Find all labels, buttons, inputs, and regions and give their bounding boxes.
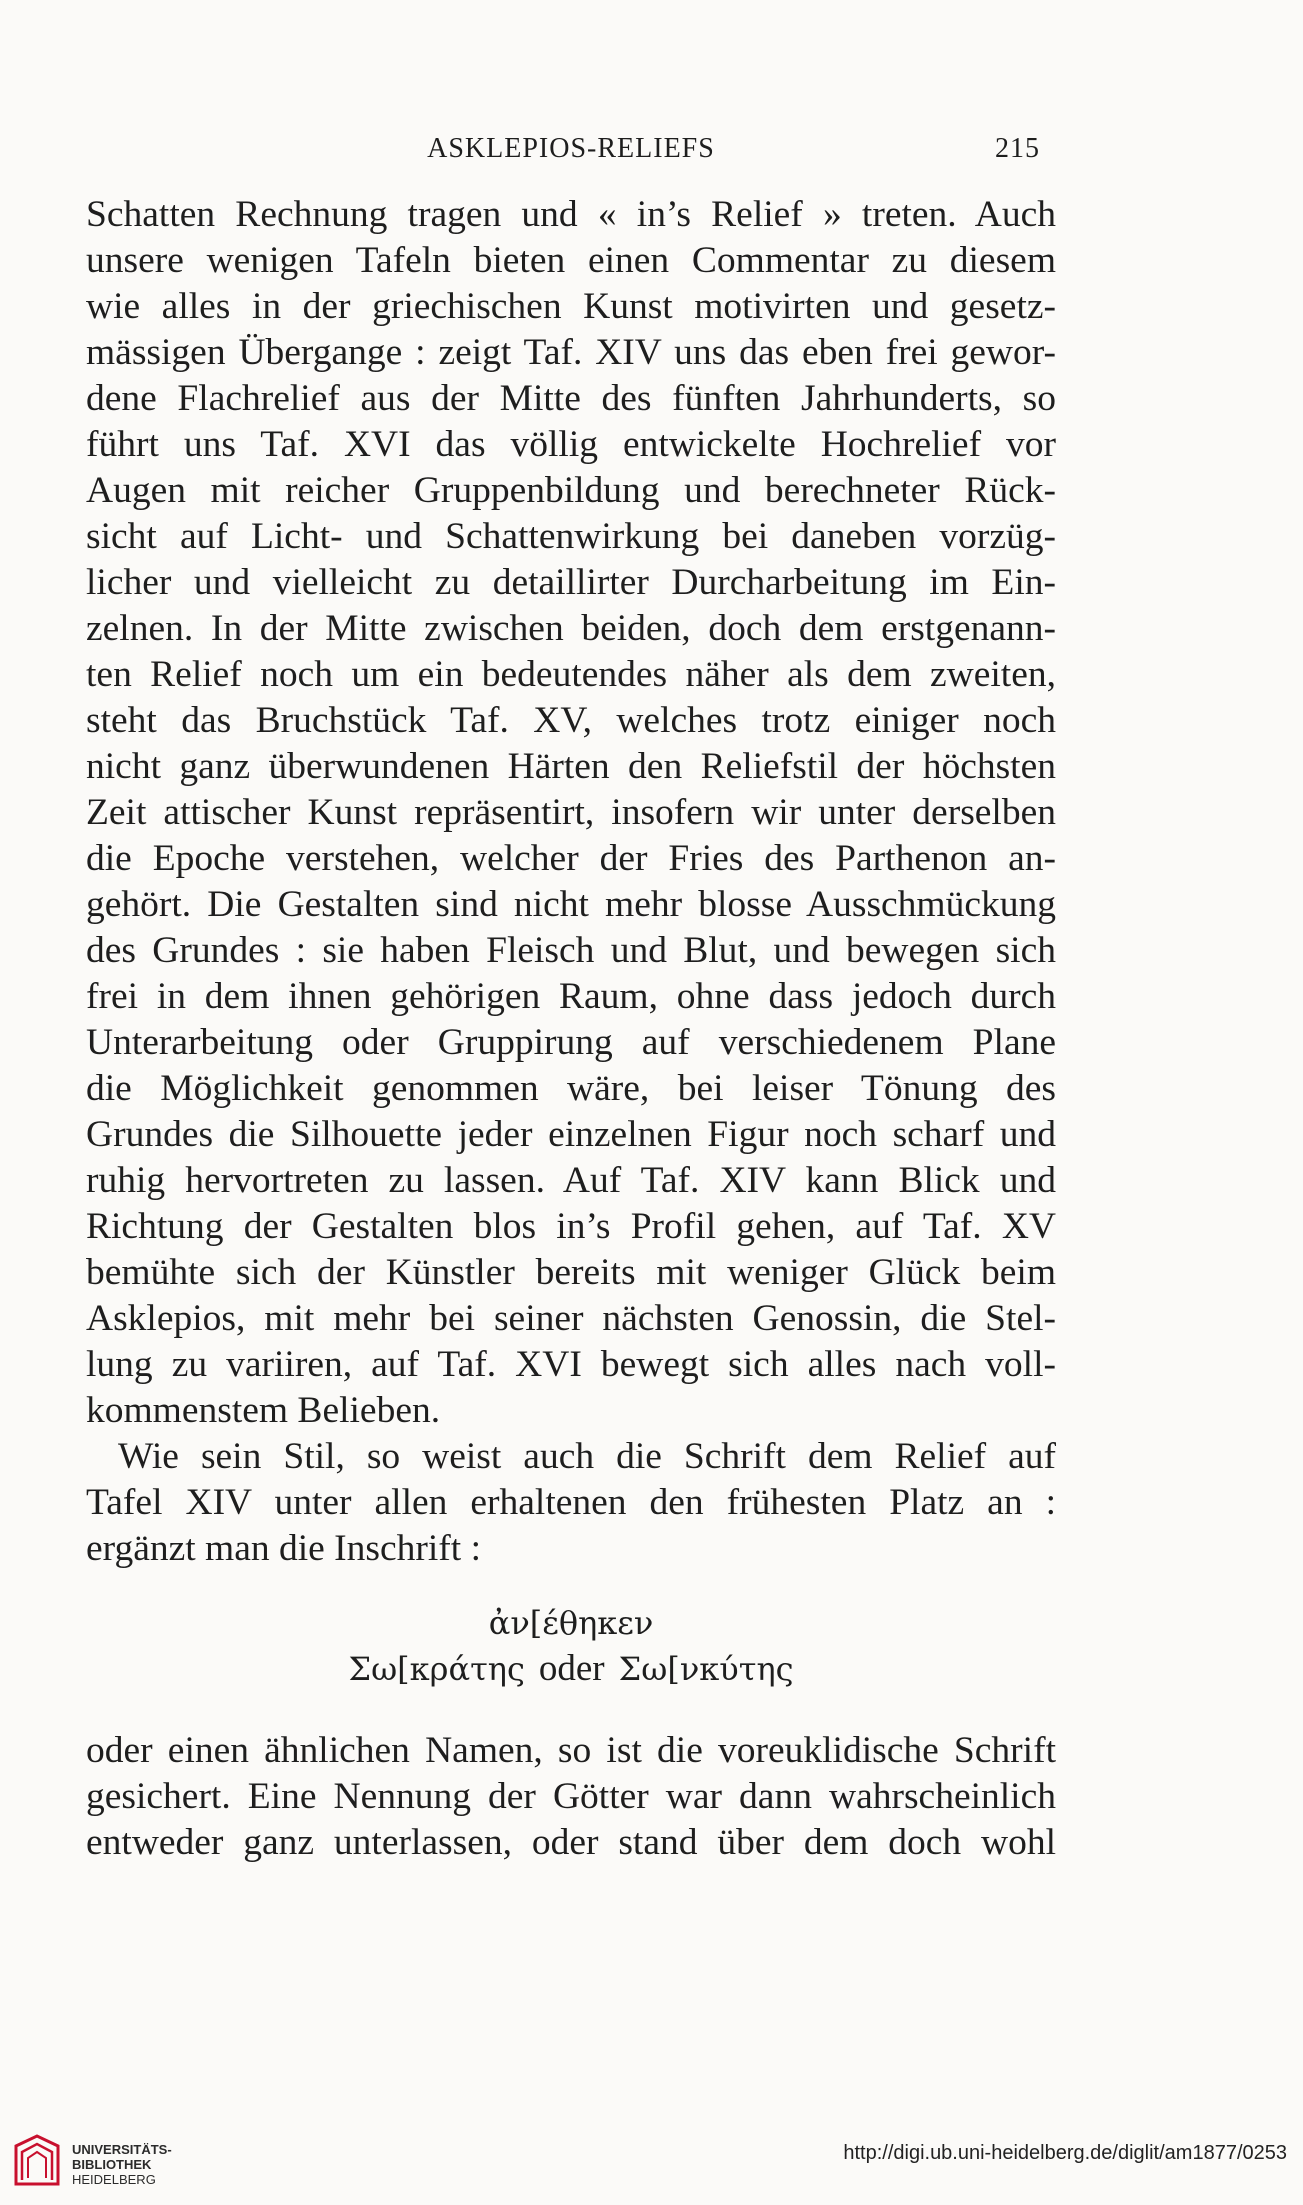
university-library-logo-icon	[12, 2132, 62, 2188]
text-line: dene Flachrelief aus der Mitte des fünften Jahrhunderts, so	[86, 378, 1056, 419]
page-number: 215	[995, 133, 1040, 164]
text-line: sicht auf Licht- und Schattenwirkung bei daneben vorzüg-	[86, 516, 1056, 557]
text-line: bemühte sich der Künstler bereits mit weniger Glück beim	[86, 1252, 1056, 1293]
text-line: unsere wenigen Tafeln bieten einen Commentar zu diesem	[86, 240, 1056, 281]
text-line: Richtung der Gestalten blos in’s Profil gehen, auf Taf. XV	[86, 1206, 1056, 1247]
text-line: nicht ganz überwundenen Härten den Reliefstil der höchsten	[86, 746, 1056, 787]
text-line: Unterarbeitung oder Gruppirung auf verschiedenem Plane	[86, 1022, 1056, 1063]
page-header	[86, 133, 1056, 173]
inscription-connector: oder	[538, 1648, 605, 1689]
library-name-line: BIBLIOTHEK	[72, 2157, 152, 2172]
text-line: des Grundes : sie haben Fleisch und Blut, und bewegen sich	[86, 930, 1056, 971]
text-line: steht das Bruchstück Taf. XV, welches trotz einiger noch	[86, 700, 1056, 741]
text-line: licher und vielleicht zu detaillirter Durcharbeitung im Ein-	[86, 562, 1056, 603]
library-name	[72, 2142, 172, 2187]
inscription-word: Σω[κράτης	[348, 1650, 525, 1688]
greek-inscription-line-1	[86, 1600, 1056, 1646]
text-line: die Epoche verstehen, welcher der Fries des Parthenon an-	[86, 838, 1056, 879]
paragraph-last-line: kommenstem Belieben.	[86, 1390, 441, 1431]
text-line: zelnen. In der Mitte zwischen beiden, doch dem erstgenann-	[86, 608, 1056, 649]
text-line: gesichert. Eine Nennung der Götter war dann wahrscheinlich	[86, 1776, 1056, 1817]
library-name-line: HEIDELBERG	[72, 2172, 156, 2187]
text-line: Tafel XIV unter allen erhaltenen den frühesten Platz an :	[86, 1482, 1056, 1523]
text-line: ruhig hervortreten zu lassen. Auf Taf. XIV kann Blick und	[86, 1160, 1056, 1201]
text-line: gehört. Die Gestalten sind nicht mehr blosse Ausschmückung	[86, 884, 1056, 925]
text-line: führt uns Taf. XVI das völlig entwickelte Hochrelief vor	[86, 424, 1056, 465]
source-url[interactable]: http://digi.ub.uni-heidelberg.de/diglit/am1877/0253	[843, 2142, 1287, 2164]
body-text	[86, 192, 1056, 1866]
text-line: oder einen ähnlichen Namen, so ist die voreuklidische Schrift	[86, 1730, 1056, 1771]
text-line: ten Relief noch um ein bedeutendes näher als dem zweiten,	[86, 654, 1056, 695]
text-line: mässigen Übergange : zeigt Taf. XIV uns das eben frei gewor-	[86, 332, 1056, 373]
text-line: entweder ganz unterlassen, oder stand über dem doch wohl	[86, 1822, 1056, 1863]
text-line: lung zu variiren, auf Taf. XVI bewegt sich alles nach voll-	[86, 1344, 1056, 1385]
text-line: Asklepios, mit mehr bei seiner nächsten Genossin, die Stel-	[86, 1298, 1056, 1339]
text-line: Wie sein Stil, so weist auch die Schrift dem Relief auf	[118, 1436, 1056, 1477]
text-line: die Möglichkeit genommen wäre, bei leiser Tönung des	[86, 1068, 1056, 1109]
text-line: wie alles in der griechischen Kunst motivirten und gesetz-	[86, 286, 1056, 327]
text-line: Grundes die Silhouette jeder einzelnen Figur noch scharf und	[86, 1114, 1056, 1155]
inscription-word: ἀν[έθηκεν	[488, 1604, 654, 1642]
library-name-line: UNIVERSITÄTS-	[72, 2142, 172, 2157]
paragraph-last-line: ergänzt man die Inschrift :	[86, 1528, 481, 1569]
text-line: Schatten Rechnung tragen und « in’s Relief » treten. Auch	[86, 194, 1056, 235]
text-line: frei in dem ihnen gehörigen Raum, ohne dass jedoch durch	[86, 976, 1056, 1017]
running-title: ASKLEPIOS-RELIEFS	[427, 133, 715, 164]
greek-inscription-line-2	[86, 1646, 1056, 1692]
text-line: Augen mit reicher Gruppenbildung und berechneter Rück-	[86, 470, 1056, 511]
digitization-footer	[0, 2120, 1303, 2205]
text-line: Zeit attischer Kunst repräsentirt, insofern wir unter derselben	[86, 792, 1056, 833]
inscription-word: Σω[νκύτης	[618, 1650, 794, 1688]
